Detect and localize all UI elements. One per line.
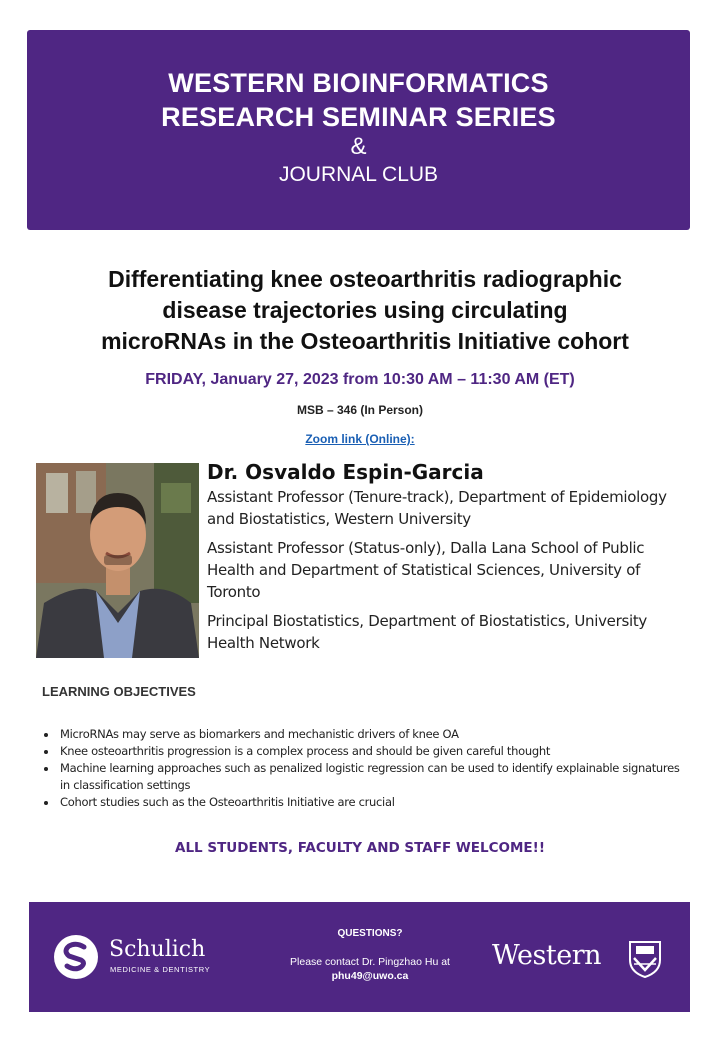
talk-title bbox=[40, 264, 690, 357]
schulich-s-logo-icon bbox=[53, 934, 99, 980]
header-banner bbox=[27, 30, 690, 230]
questions-contact: Please contact Dr. Pingzhao Hu at bbox=[290, 956, 450, 968]
series-subtitle: JOURNAL CLUB bbox=[278, 163, 439, 186]
list-item: MicroRNAs may serve as biomarkers and mechanistic drivers of knee OA bbox=[42, 726, 682, 743]
speaker-affiliation: Assistant Professor (Status-only), Dalla Lana School of Public Health and Department of Statistical Sciences, University of Toronto bbox=[207, 539, 645, 601]
objectives-list bbox=[42, 726, 682, 811]
schulich-wordmark: Schulich bbox=[109, 937, 206, 962]
speaker-affiliation: Assistant Professor (Tenure-track), Department of Epidemiology and Biostatistics, Western University bbox=[207, 488, 667, 528]
western-crest-icon bbox=[628, 940, 662, 978]
talk-title-line: disease trajectories using circulating bbox=[162, 297, 568, 323]
list-item: Knee osteoarthritis progression is a complex process and should be given careful thought bbox=[42, 743, 682, 760]
speaker-affiliation: Principal Biostatistics, Department of Biostatistics, University Health Network bbox=[207, 612, 647, 652]
schulich-logo bbox=[53, 932, 213, 980]
contact-email[interactable]: phu49@uwo.ca bbox=[331, 970, 409, 982]
speaker-name: Dr. Osvaldo Espin-Garcia bbox=[207, 460, 484, 484]
talk-title-line: microRNAs in the Osteoarthritis Initiative cohort bbox=[101, 328, 629, 354]
zoom-link[interactable]: Zoom link (Online): bbox=[305, 432, 415, 446]
objectives-heading: LEARNING OBJECTIVES bbox=[42, 684, 196, 699]
questions-heading: QUESTIONS? bbox=[337, 928, 403, 939]
footer-banner bbox=[29, 902, 690, 1012]
list-item: Machine learning approaches such as penalized logistic regression can be used to identify explainable signatures in classification settings bbox=[42, 760, 682, 794]
series-title-line1: WESTERN BIOINFORMATICS bbox=[168, 68, 549, 98]
series-ampersand: & bbox=[350, 133, 367, 160]
speaker-info bbox=[207, 458, 677, 661]
questions-section bbox=[235, 902, 505, 983]
welcome-message: ALL STUDENTS, FACULTY AND STAFF WELCOME!! bbox=[175, 840, 545, 856]
western-logo bbox=[492, 938, 667, 978]
talk-datetime: FRIDAY, January 27, 2023 from 10:30 AM – 11:30 AM (ET) bbox=[145, 371, 575, 388]
schulich-subtitle: MEDICINE & DENTISTRY bbox=[110, 965, 211, 974]
list-item: Cohort studies such as the Osteoarthritis Initiative are crucial bbox=[42, 794, 682, 811]
series-title-line2: RESEARCH SEMINAR SERIES bbox=[161, 102, 556, 132]
talk-title-line: Differentiating knee osteoarthritis radiographic bbox=[108, 266, 622, 292]
western-wordmark: Western bbox=[492, 940, 602, 971]
talk-location: MSB – 346 (In Person) bbox=[296, 403, 424, 417]
speaker-photo bbox=[36, 463, 199, 658]
